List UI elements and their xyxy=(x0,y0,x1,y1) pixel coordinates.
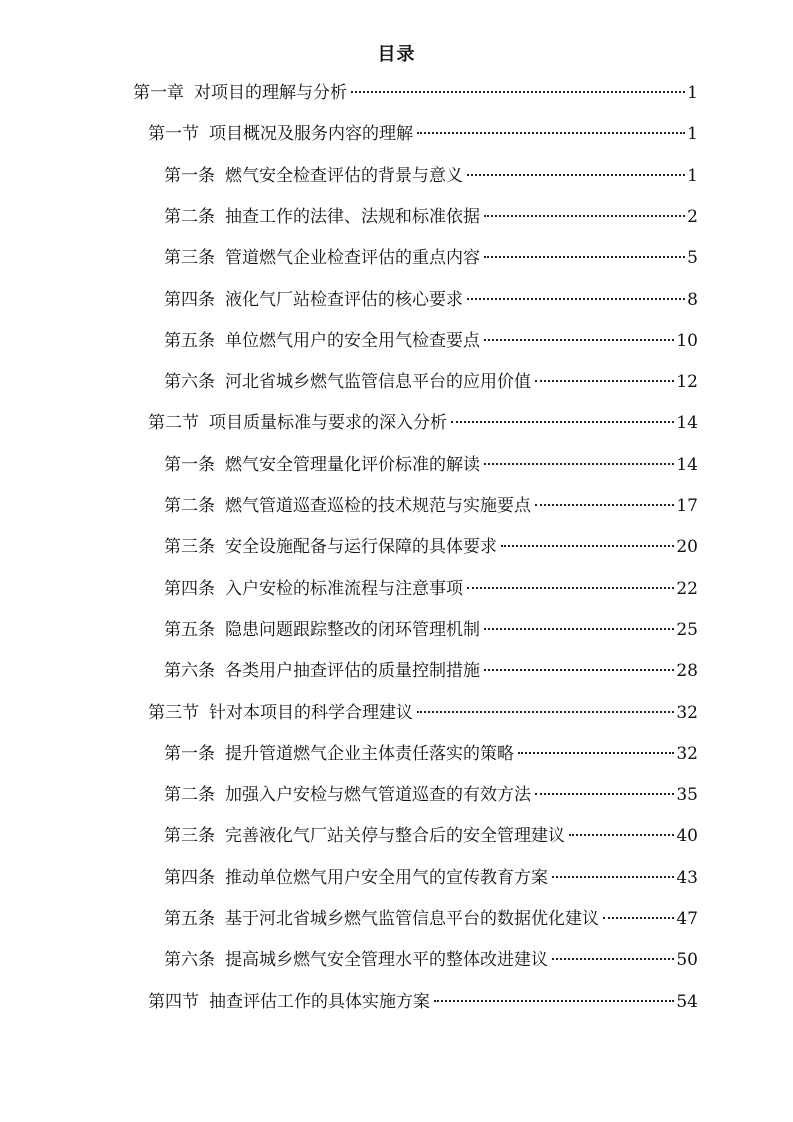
toc-dot-leader xyxy=(451,420,674,423)
toc-entry[interactable] xyxy=(164,945,698,975)
toc-dot-leader xyxy=(467,297,685,300)
toc-entry-label xyxy=(133,78,347,108)
toc-entry-number: 第六条 xyxy=(164,372,215,392)
toc-entry-label xyxy=(164,367,531,397)
toc-title: 目录 xyxy=(377,44,416,65)
toc-entry-number: 第一条 xyxy=(164,744,215,764)
toc-entry[interactable] xyxy=(148,119,698,149)
toc-entry-text: 推动单位燃气用户安全用气的宣传教育方案 xyxy=(225,868,548,888)
toc-entry-label xyxy=(164,161,463,191)
toc-entry[interactable] xyxy=(164,739,698,769)
toc-entry[interactable] xyxy=(164,243,698,273)
toc-entry-number: 第三条 xyxy=(164,248,215,268)
toc-entry[interactable] xyxy=(164,326,698,356)
toc-page-number: 43 xyxy=(676,868,698,888)
toc-entry[interactable] xyxy=(148,408,698,438)
toc-entry-text: 入户安检的标准流程与注意事项 xyxy=(225,579,463,599)
toc-entry[interactable] xyxy=(164,904,698,934)
toc-dot-leader xyxy=(569,833,674,836)
toc-page-number: 1 xyxy=(687,83,698,103)
toc-entry-label xyxy=(164,491,531,521)
toc-page-number: 47 xyxy=(676,909,698,929)
toc-entry-text: 隐患问题跟踪整改的闭环管理机制 xyxy=(225,620,480,640)
toc-entry-number: 第一条 xyxy=(164,455,215,475)
toc-entry-number: 第四条 xyxy=(164,290,215,310)
toc-page-number: 8 xyxy=(687,290,698,310)
toc-entry-number: 第三条 xyxy=(164,537,215,557)
toc-entry-number: 第六条 xyxy=(164,661,215,681)
toc-dot-leader xyxy=(467,173,685,176)
toc-dot-leader xyxy=(484,338,674,341)
toc-dot-leader xyxy=(417,710,674,713)
toc-entry-text: 对项目的理解与分析 xyxy=(194,83,347,103)
toc-entry-label xyxy=(148,408,447,438)
toc-dot-leader xyxy=(552,957,674,960)
toc-page-number: 40 xyxy=(676,826,698,846)
toc-entry-number: 第二条 xyxy=(164,785,215,805)
toc-entry-label xyxy=(164,656,480,686)
toc-entry-text: 燃气安全检查评估的背景与意义 xyxy=(225,166,463,186)
toc-page-number: 28 xyxy=(676,661,698,681)
toc-entry[interactable] xyxy=(164,367,698,397)
toc-entry-number: 第四条 xyxy=(164,868,215,888)
toc-entry-text: 管道燃气企业检查评估的重点内容 xyxy=(225,248,480,268)
toc-entry-text: 抽查评估工作的具体实施方案 xyxy=(209,992,430,1012)
toc-entry[interactable] xyxy=(164,491,698,521)
toc-entry-text: 针对本项目的科学合理建议 xyxy=(209,703,413,723)
toc-entry-text: 完善液化气厂站关停与整合后的安全管理建议 xyxy=(225,826,565,846)
toc-entry[interactable] xyxy=(148,987,698,1017)
toc-dot-leader xyxy=(535,792,674,795)
toc-entry[interactable] xyxy=(164,656,698,686)
toc-entry-label xyxy=(164,739,514,769)
toc-entry-label xyxy=(148,698,413,728)
toc-dot-leader xyxy=(434,999,674,1002)
toc-entry-number: 第三条 xyxy=(164,826,215,846)
toc-entry-label xyxy=(164,285,463,315)
toc-entry-text: 抽查工作的法律、法规和标准依据 xyxy=(225,207,480,227)
toc-page-number: 32 xyxy=(676,744,698,764)
toc-entry-number: 第四条 xyxy=(164,579,215,599)
toc-entry[interactable] xyxy=(164,821,698,851)
toc-entry-label xyxy=(164,821,565,851)
toc-dot-leader xyxy=(467,586,674,589)
toc-entry-label xyxy=(164,574,463,604)
toc-entry[interactable] xyxy=(164,202,698,232)
toc-entry-number: 第二节 xyxy=(148,413,199,433)
toc-entry-number: 第一条 xyxy=(164,166,215,186)
toc-entry-label xyxy=(164,243,480,273)
toc-entry-number: 第二条 xyxy=(164,496,215,516)
toc-entry-label xyxy=(164,780,531,810)
toc-entry[interactable] xyxy=(164,450,698,480)
toc-dot-leader xyxy=(518,751,674,754)
toc-dot-leader xyxy=(552,875,674,878)
toc-entry[interactable] xyxy=(164,863,698,893)
toc-entry-label xyxy=(164,615,480,645)
toc-entry[interactable] xyxy=(164,161,698,191)
toc-entry-number: 第一章 xyxy=(133,83,184,103)
toc-entry-number: 第五条 xyxy=(164,620,215,640)
toc-entry-number: 第四节 xyxy=(148,992,199,1012)
toc-entry[interactable] xyxy=(133,78,698,108)
toc-entry-text: 液化气厂站检查评估的核心要求 xyxy=(225,290,463,310)
toc-entry-number: 第五条 xyxy=(164,331,215,351)
toc-dot-leader xyxy=(501,544,674,547)
toc-entry-text: 燃气管道巡查巡检的技术规范与实施要点 xyxy=(225,496,531,516)
toc-entry-text: 提高城乡燃气安全管理水平的整体改进建议 xyxy=(225,950,548,970)
toc-page-number: 35 xyxy=(676,785,698,805)
toc-dot-leader xyxy=(484,255,685,258)
toc-page-number: 1 xyxy=(687,124,698,144)
toc-page-number: 14 xyxy=(676,455,698,475)
toc-entry-label xyxy=(148,987,430,1017)
toc-entry-text: 加强入户安检与燃气管道巡查的有效方法 xyxy=(225,785,531,805)
toc-entry-text: 项目概况及服务内容的理解 xyxy=(209,124,413,144)
toc-entry[interactable] xyxy=(164,532,698,562)
toc-dot-leader xyxy=(535,503,674,506)
toc-entry-number: 第三节 xyxy=(148,703,199,723)
toc-entry-text: 安全设施配备与运行保障的具体要求 xyxy=(225,537,497,557)
toc-entry[interactable] xyxy=(148,698,698,728)
toc-dot-leader xyxy=(603,916,674,919)
toc-entry-label xyxy=(164,450,480,480)
toc-dot-leader xyxy=(484,627,674,630)
toc-page-number: 22 xyxy=(676,579,698,599)
toc-entry-number: 第五条 xyxy=(164,909,215,929)
toc-page-number: 1 xyxy=(687,166,698,186)
toc-page-number: 12 xyxy=(676,372,698,392)
toc-entry-label xyxy=(164,202,480,232)
toc-entry-text: 河北省城乡燃气监管信息平台的应用价值 xyxy=(225,372,531,392)
toc-entry-label xyxy=(164,532,497,562)
toc-page-number: 17 xyxy=(676,496,698,516)
toc-dot-leader xyxy=(351,90,685,93)
toc-entry-text: 燃气安全管理量化评价标准的解读 xyxy=(225,455,480,475)
toc-dot-leader xyxy=(484,668,674,671)
toc-entry[interactable] xyxy=(164,780,698,810)
toc-entry[interactable] xyxy=(164,285,698,315)
toc-entry[interactable] xyxy=(164,574,698,604)
toc-page-number: 50 xyxy=(676,950,698,970)
toc-entry-text: 项目质量标准与要求的深入分析 xyxy=(209,413,447,433)
toc-page-number: 32 xyxy=(676,703,698,723)
toc-page-number: 25 xyxy=(676,620,698,640)
toc-page-number: 2 xyxy=(687,207,698,227)
toc-entry[interactable] xyxy=(164,615,698,645)
toc-entry-text: 基于河北省城乡燃气监管信息平台的数据优化建议 xyxy=(225,909,599,929)
toc-entry-number: 第六条 xyxy=(164,950,215,970)
toc-page-number: 10 xyxy=(676,331,698,351)
toc-entry-label xyxy=(164,863,548,893)
toc-entry-label xyxy=(164,326,480,356)
toc-entry-text: 各类用户抽查评估的质量控制措施 xyxy=(225,661,480,681)
toc-entry-text: 单位燃气用户的安全用气检查要点 xyxy=(225,331,480,351)
toc-dot-leader xyxy=(535,379,674,382)
toc-page-number: 14 xyxy=(676,413,698,433)
toc-page-number: 5 xyxy=(687,248,698,268)
toc-dot-leader xyxy=(484,462,674,465)
toc-entry-label xyxy=(164,904,599,934)
toc-dot-leader xyxy=(417,131,685,134)
toc-page-number: 54 xyxy=(676,992,698,1012)
toc-entry-number: 第一节 xyxy=(148,124,199,144)
toc-page-number: 20 xyxy=(676,537,698,557)
toc-entry-text: 提升管道燃气企业主体责任落实的策略 xyxy=(225,744,514,764)
toc-dot-leader xyxy=(484,214,685,217)
toc-entry-label xyxy=(164,945,548,975)
toc-entry-number: 第二条 xyxy=(164,207,215,227)
toc-entry-label xyxy=(148,119,413,149)
